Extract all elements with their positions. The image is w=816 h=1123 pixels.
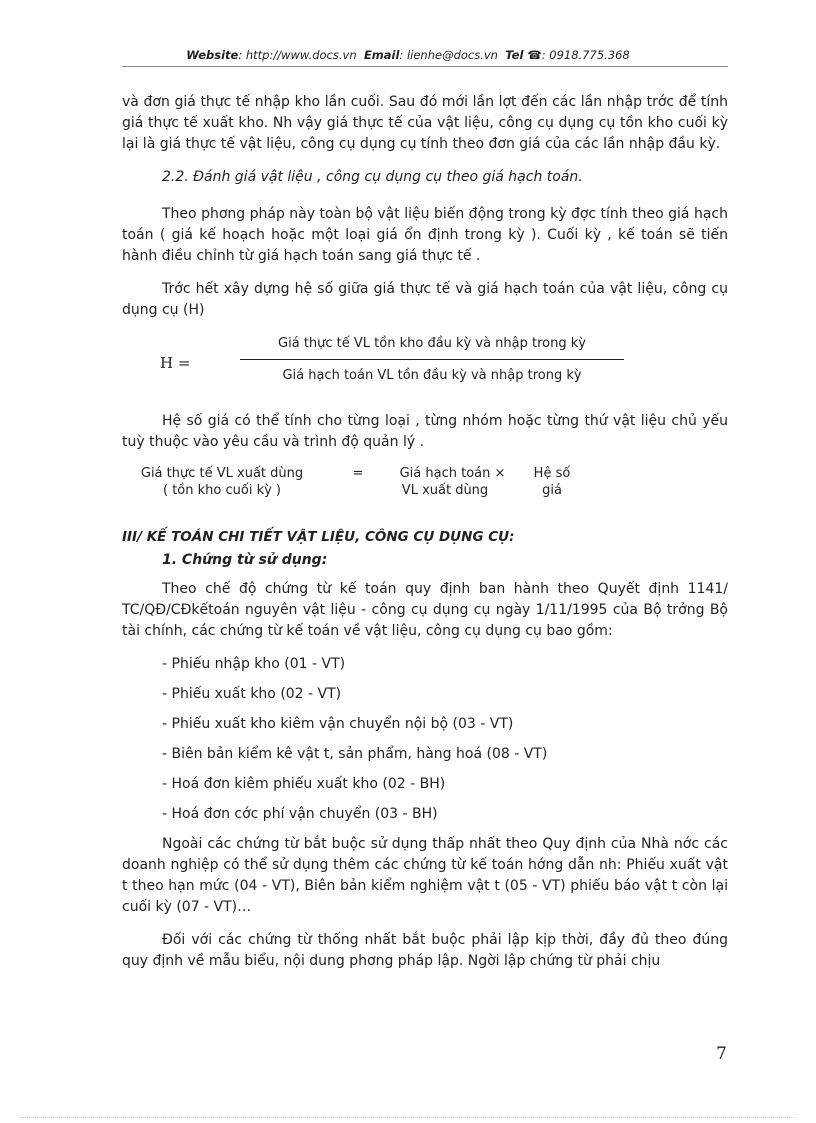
paragraph-5: Theo chế độ chứng từ kế toán quy định ban hành theo Quyết định 1141/ TC/QĐ/CĐkếtoán nguyên vật liệu - công cụ dụng cụ ngày 1/11/1995 của Bộ trởng Bộ tài chính, các chứng từ kế toán về vật liệu, công cụ dụng cụ bao gồm: <box>122 581 728 639</box>
email-value[interactable]: : lienhe@docs.vn <box>399 48 498 62</box>
paragraph-7: Đối với các chứng từ thống nhất bắt buộc phải lập kịp thời, đầy đủ theo đúng quy định về mẫu biểu, nội dung phơng pháp lập. Ngời lập chứng từ phải chịu <box>122 932 728 969</box>
eq2-middle-line2: VL xuất dùng <box>401 483 489 498</box>
tel-label: Tel ☎ <box>505 48 542 62</box>
fraction-bar <box>240 359 624 360</box>
email-label: Email <box>363 48 400 62</box>
eq2-left-line2: ( tồn kho cuối kỳ ) <box>163 483 281 498</box>
section-heading-3: III/ KẾ TOÁN CHI TIẾT VẬT LIỆU, CÔNG CỤ DỤNG CỤ: <box>122 529 515 545</box>
list-item: - Biên bản kiểm kê vật t, sản phẩm, hàng hoá (08 - VT) <box>162 746 548 762</box>
formula-denominator: Giá hạch toán VL tồn đầu kỳ và nhập trong kỳ <box>282 368 582 383</box>
page-content <box>122 92 728 984</box>
eq2-middle-line1: Giá hạch toán <box>399 466 491 481</box>
header-divider <box>122 66 728 67</box>
eq2-right-line1: Hệ số <box>533 466 571 481</box>
paragraph-3: Trớc hết xây dựng hệ số giữa giá thực tế và giá hạch toán của vật liệu, công cụ dụng cụ (H) <box>122 281 728 318</box>
subsection-heading-1: 1. Chứng từ sử dụng: <box>162 552 328 568</box>
page-number: 7 <box>716 1044 727 1064</box>
list-item: - Phiếu nhập kho (01 - VT) <box>162 656 346 672</box>
document-list <box>122 654 728 825</box>
list-item: - Hoá đơn kiêm phiếu xuất kho (02 - BH) <box>162 776 446 792</box>
formula-lhs: H = <box>160 354 191 372</box>
formula-numerator: Giá thực tế VL tồn kho đầu kỳ và nhập trong kỳ <box>278 336 586 351</box>
eq2-times: × <box>494 466 506 481</box>
eq2-left-line1: Giá thực tế VL xuất dùng <box>140 466 304 481</box>
subheading-2-2: 2.2. Đánh giá vật liệu , công cụ dụng cụ theo giá hạch toán. <box>162 169 583 185</box>
list-item: - Phiếu xuất kho (02 - VT) <box>162 686 342 702</box>
eq2-equals: = <box>352 466 364 481</box>
footer-divider <box>20 1117 796 1118</box>
eq2-right-line2: giá <box>542 483 562 498</box>
website-url[interactable]: : http://www.docs.vn <box>238 48 357 62</box>
paragraph-4: Hệ số giá có thể tính cho từng loại , từng nhóm hoặc từng thứ vật liệu chủ yếu tuỳ thuộc vào yêu cầu và trình độ quản lý . <box>122 413 728 450</box>
eq2-left <box>122 465 322 499</box>
tel-value: : 0918.775.368 <box>541 48 630 62</box>
list-item: - Phiếu xuất kho kiêm vận chuyển nội bộ (03 - VT) <box>162 716 514 732</box>
paragraph-1: và đơn giá thực tế nhập kho lần cuối. Sau đó mới lần lợt đến các lần nhập trớc để tính giá thực tế xuất kho. Nh vậy giá thực tế của vật liệu, công cụ dụng cụ tồn kho cuối kỳ lại là giá thực tế vật liệu, công cụ dụng cụ tính theo đơn giá của các lần nhập đầu kỳ. <box>122 94 728 152</box>
page-header <box>0 48 816 62</box>
website-label: Website <box>186 48 239 62</box>
paragraph-2: Theo phơng pháp này toàn bộ vật liệu biến động trong kỳ đợc tính theo giá hạch toán ( giá kế hoạch hoặc một loại giá ổn định trong kỳ ). Cuối kỳ , kế toán sẽ tiến hành điều chỉnh từ giá hạch toán sang giá thực tế . <box>122 206 728 264</box>
coefficient-formula <box>122 333 728 403</box>
issue-price-formula <box>122 465 728 509</box>
paragraph-6: Ngoài các chứng từ bắt buộc sử dụng thấp nhất theo Quy định của Nhà nớc các doanh nghiệp có thể sử dụng thêm các chứng từ kế toán hớng dẫn nh: Phiếu xuất vật t theo hạn mức (04 - VT), Biên bản kiểm nghiệm vật t (05 - VT) phiếu báo vật t còn lại cuối kỳ (07 - VT)… <box>122 836 728 915</box>
eq2-right <box>522 465 582 499</box>
list-item: - Hoá đơn cớc phí vận chuyển (03 - BH) <box>162 806 438 822</box>
